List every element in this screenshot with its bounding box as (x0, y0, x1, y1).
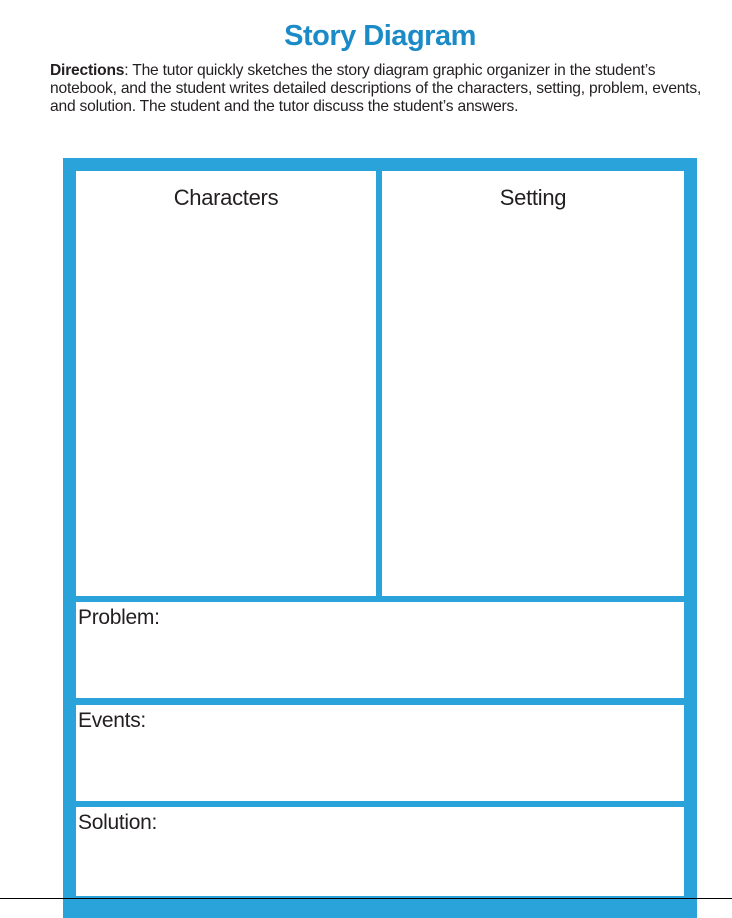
events-box[interactable] (76, 705, 684, 801)
directions-text: : The tutor quickly sketches the story diagram graphic organizer in the student’s notebook, and the student writes detailed descriptions of the characters, setting, problem, events, and solution. The student and the tutor discuss the student’s answers. (50, 62, 702, 115)
characters-box[interactable] (76, 171, 376, 596)
problem-label: Problem: (78, 606, 160, 629)
page-bottom-rule (0, 898, 732, 899)
story-diagram-organizer (63, 158, 697, 918)
directions-lead: Directions (50, 62, 125, 79)
setting-box[interactable] (382, 171, 684, 596)
setting-label: Setting (499, 185, 567, 210)
page-title: Story Diagram (284, 20, 476, 52)
events-label: Events: (78, 709, 146, 732)
directions-paragraph (50, 62, 718, 116)
solution-box[interactable] (76, 807, 684, 896)
solution-label: Solution: (78, 811, 158, 834)
problem-box[interactable] (76, 602, 684, 698)
characters-label: Characters (173, 185, 279, 210)
